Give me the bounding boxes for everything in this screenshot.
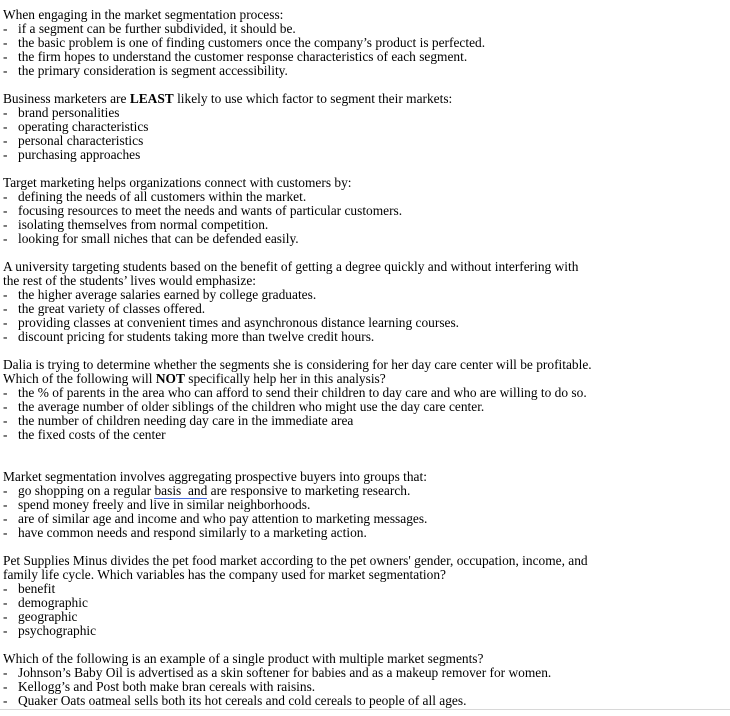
question-stem: Which of the following is an example of a single product with multiple market segments? (3, 651, 484, 666)
bullet-dash: - (3, 287, 8, 302)
bullet-dash: - (3, 231, 8, 246)
option-text: demographic (18, 595, 88, 610)
bullet-dash: - (3, 119, 8, 134)
answer-option (3, 624, 588, 638)
bullet-dash: - (3, 679, 8, 694)
bullet-dash: - (3, 217, 8, 232)
answer-option (3, 316, 588, 330)
option-text: defining the needs of all customers within the market. (18, 189, 307, 204)
answer-option (3, 498, 603, 512)
bullet-dash: - (3, 399, 8, 414)
answer-option (3, 596, 588, 610)
spellcheck-underline: basis and (154, 483, 208, 498)
option-text: operating characteristics (18, 119, 149, 134)
answer-option (3, 134, 603, 148)
answer-option (3, 428, 593, 442)
answer-option (3, 22, 603, 36)
question-1 (3, 8, 603, 78)
option-text: go shopping on a regular (18, 483, 155, 498)
bullet-dash: - (3, 147, 8, 162)
option-text: the firm hopes to understand the customer response characteristics of each segment. (18, 49, 468, 64)
answer-option (3, 512, 603, 526)
answer-option (3, 666, 623, 680)
answer-option (3, 582, 588, 596)
option-text: focusing resources to meet the needs and wants of particular customers. (18, 203, 403, 218)
bullet-dash: - (3, 105, 8, 120)
option-text: geographic (18, 609, 78, 624)
bullet-dash: - (3, 21, 8, 36)
bullet-dash: - (3, 609, 8, 624)
option-text: personal characteristics (18, 133, 144, 148)
answer-option (3, 400, 593, 414)
bullet-dash: - (3, 595, 8, 610)
bullet-dash: - (3, 665, 8, 680)
question-stem: A university targeting students based on the benefit of getting a degree quickly and without interfering with the rest of the students’ lives would emphasize: (3, 259, 579, 288)
question-7 (3, 554, 588, 638)
question-3 (3, 176, 603, 246)
answer-option (3, 50, 603, 64)
question-4 (3, 260, 588, 344)
bullet-dash: - (3, 189, 8, 204)
option-text: providing classes at convenient times and asynchronous distance learning courses. (18, 315, 460, 330)
bullet-dash: - (3, 329, 8, 344)
bullet-dash: - (3, 385, 8, 400)
answer-option (3, 330, 588, 344)
bullet-dash: - (3, 693, 8, 708)
bullet-dash: - (3, 497, 8, 512)
bullet-dash: - (3, 483, 8, 498)
option-text: have common needs and respond similarly to a marketing action. (18, 525, 367, 540)
answer-option (3, 484, 603, 498)
stem-text: likely to use which factor to segment their markets: (173, 91, 453, 106)
option-text: Johnson’s Baby Oil is advertised as a skin softener for babies and as a makeup remover for women. (18, 665, 552, 680)
question-stem: Market segmentation involves aggregating prospective buyers into groups that: (3, 469, 427, 484)
option-text: psychographic (18, 623, 97, 638)
option-text: Quaker Oats oatmeal sells both its hot cereals and cold cereals to people of all ages. (18, 693, 467, 708)
answer-option (3, 106, 603, 120)
option-text: the fixed costs of the center (18, 427, 166, 442)
bullet-dash: - (3, 63, 8, 78)
question-2 (3, 92, 603, 162)
option-text: discount pricing for students taking more than twelve credit hours. (18, 329, 375, 344)
option-text: spend money freely and live in similar neighborhoods. (18, 497, 311, 512)
option-text: are responsive to marketing research. (207, 483, 411, 498)
stem-emphasis: NOT (155, 371, 185, 386)
answer-option (3, 120, 603, 134)
answer-option (3, 218, 603, 232)
question-stem: Pet Supplies Minus divides the pet food market according to the pet owners' gender, occupation, income, and family life cycle. Which variables has the company used for market segmentation? (3, 553, 588, 582)
answer-option (3, 148, 603, 162)
answer-option (3, 232, 603, 246)
answer-option (3, 414, 593, 428)
page-edge-divider (0, 709, 730, 710)
answer-option (3, 610, 588, 624)
answer-option (3, 680, 623, 694)
bullet-dash: - (3, 35, 8, 50)
question-6 (3, 470, 603, 540)
answer-option (3, 36, 603, 50)
bullet-dash: - (3, 49, 8, 64)
option-text: the number of children needing day care in the immediate area (18, 413, 354, 428)
bullet-dash: - (3, 203, 8, 218)
option-text: are of similar age and income and who pay attention to marketing messages. (18, 511, 428, 526)
answer-option (3, 302, 588, 316)
question-8 (3, 652, 623, 708)
answer-option (3, 694, 623, 708)
option-text: the great variety of classes offered. (18, 301, 206, 316)
question-stem (3, 358, 593, 386)
answer-option (3, 190, 603, 204)
stem-emphasis: LEAST (129, 91, 174, 106)
option-text: isolating themselves from normal competition. (18, 217, 269, 232)
option-text: the higher average salaries earned by college graduates. (18, 287, 317, 302)
question-stem: When engaging in the market segmentation process: (3, 7, 284, 22)
option-text: the average number of older siblings of the children who might use the day care center. (18, 399, 485, 414)
option-text: the basic problem is one of finding customers once the company’s product is perfected. (18, 35, 486, 50)
bullet-dash: - (3, 315, 8, 330)
question-stem (3, 92, 603, 106)
stem-text: specifically help her in this analysis? (184, 371, 386, 386)
option-text: brand personalities (18, 105, 120, 120)
bullet-dash: - (3, 301, 8, 316)
answer-option (3, 288, 588, 302)
option-text: the % of parents in the area who can afford to send their children to day care and who are willing to do so. (18, 385, 587, 400)
bullet-dash: - (3, 581, 8, 596)
answer-option (3, 526, 603, 540)
bullet-dash: - (3, 623, 8, 638)
stem-text: Dalia is trying to determine whether the segments she is considering for her day care center will be profitable. Which of the following will (3, 357, 592, 386)
bullet-dash: - (3, 511, 8, 526)
option-text: Kellogg’s and Post both make bran cereals with raisins. (18, 679, 316, 694)
answer-option (3, 386, 593, 400)
option-text: the primary consideration is segment accessibility. (18, 63, 288, 78)
question-stem: Target marketing helps organizations connect with customers by: (3, 175, 352, 190)
answer-option (3, 64, 603, 78)
bullet-dash: - (3, 427, 8, 442)
bullet-dash: - (3, 525, 8, 540)
bullet-dash: - (3, 133, 8, 148)
answer-option (3, 204, 603, 218)
stem-text: Business marketers are (3, 91, 130, 106)
option-text: if a segment can be further subdivided, it should be. (18, 21, 296, 36)
question-5 (3, 358, 593, 442)
bullet-dash: - (3, 413, 8, 428)
option-text: purchasing approaches (18, 147, 141, 162)
option-text: benefit (18, 581, 56, 596)
option-text: looking for small niches that can be defended easily. (18, 231, 299, 246)
